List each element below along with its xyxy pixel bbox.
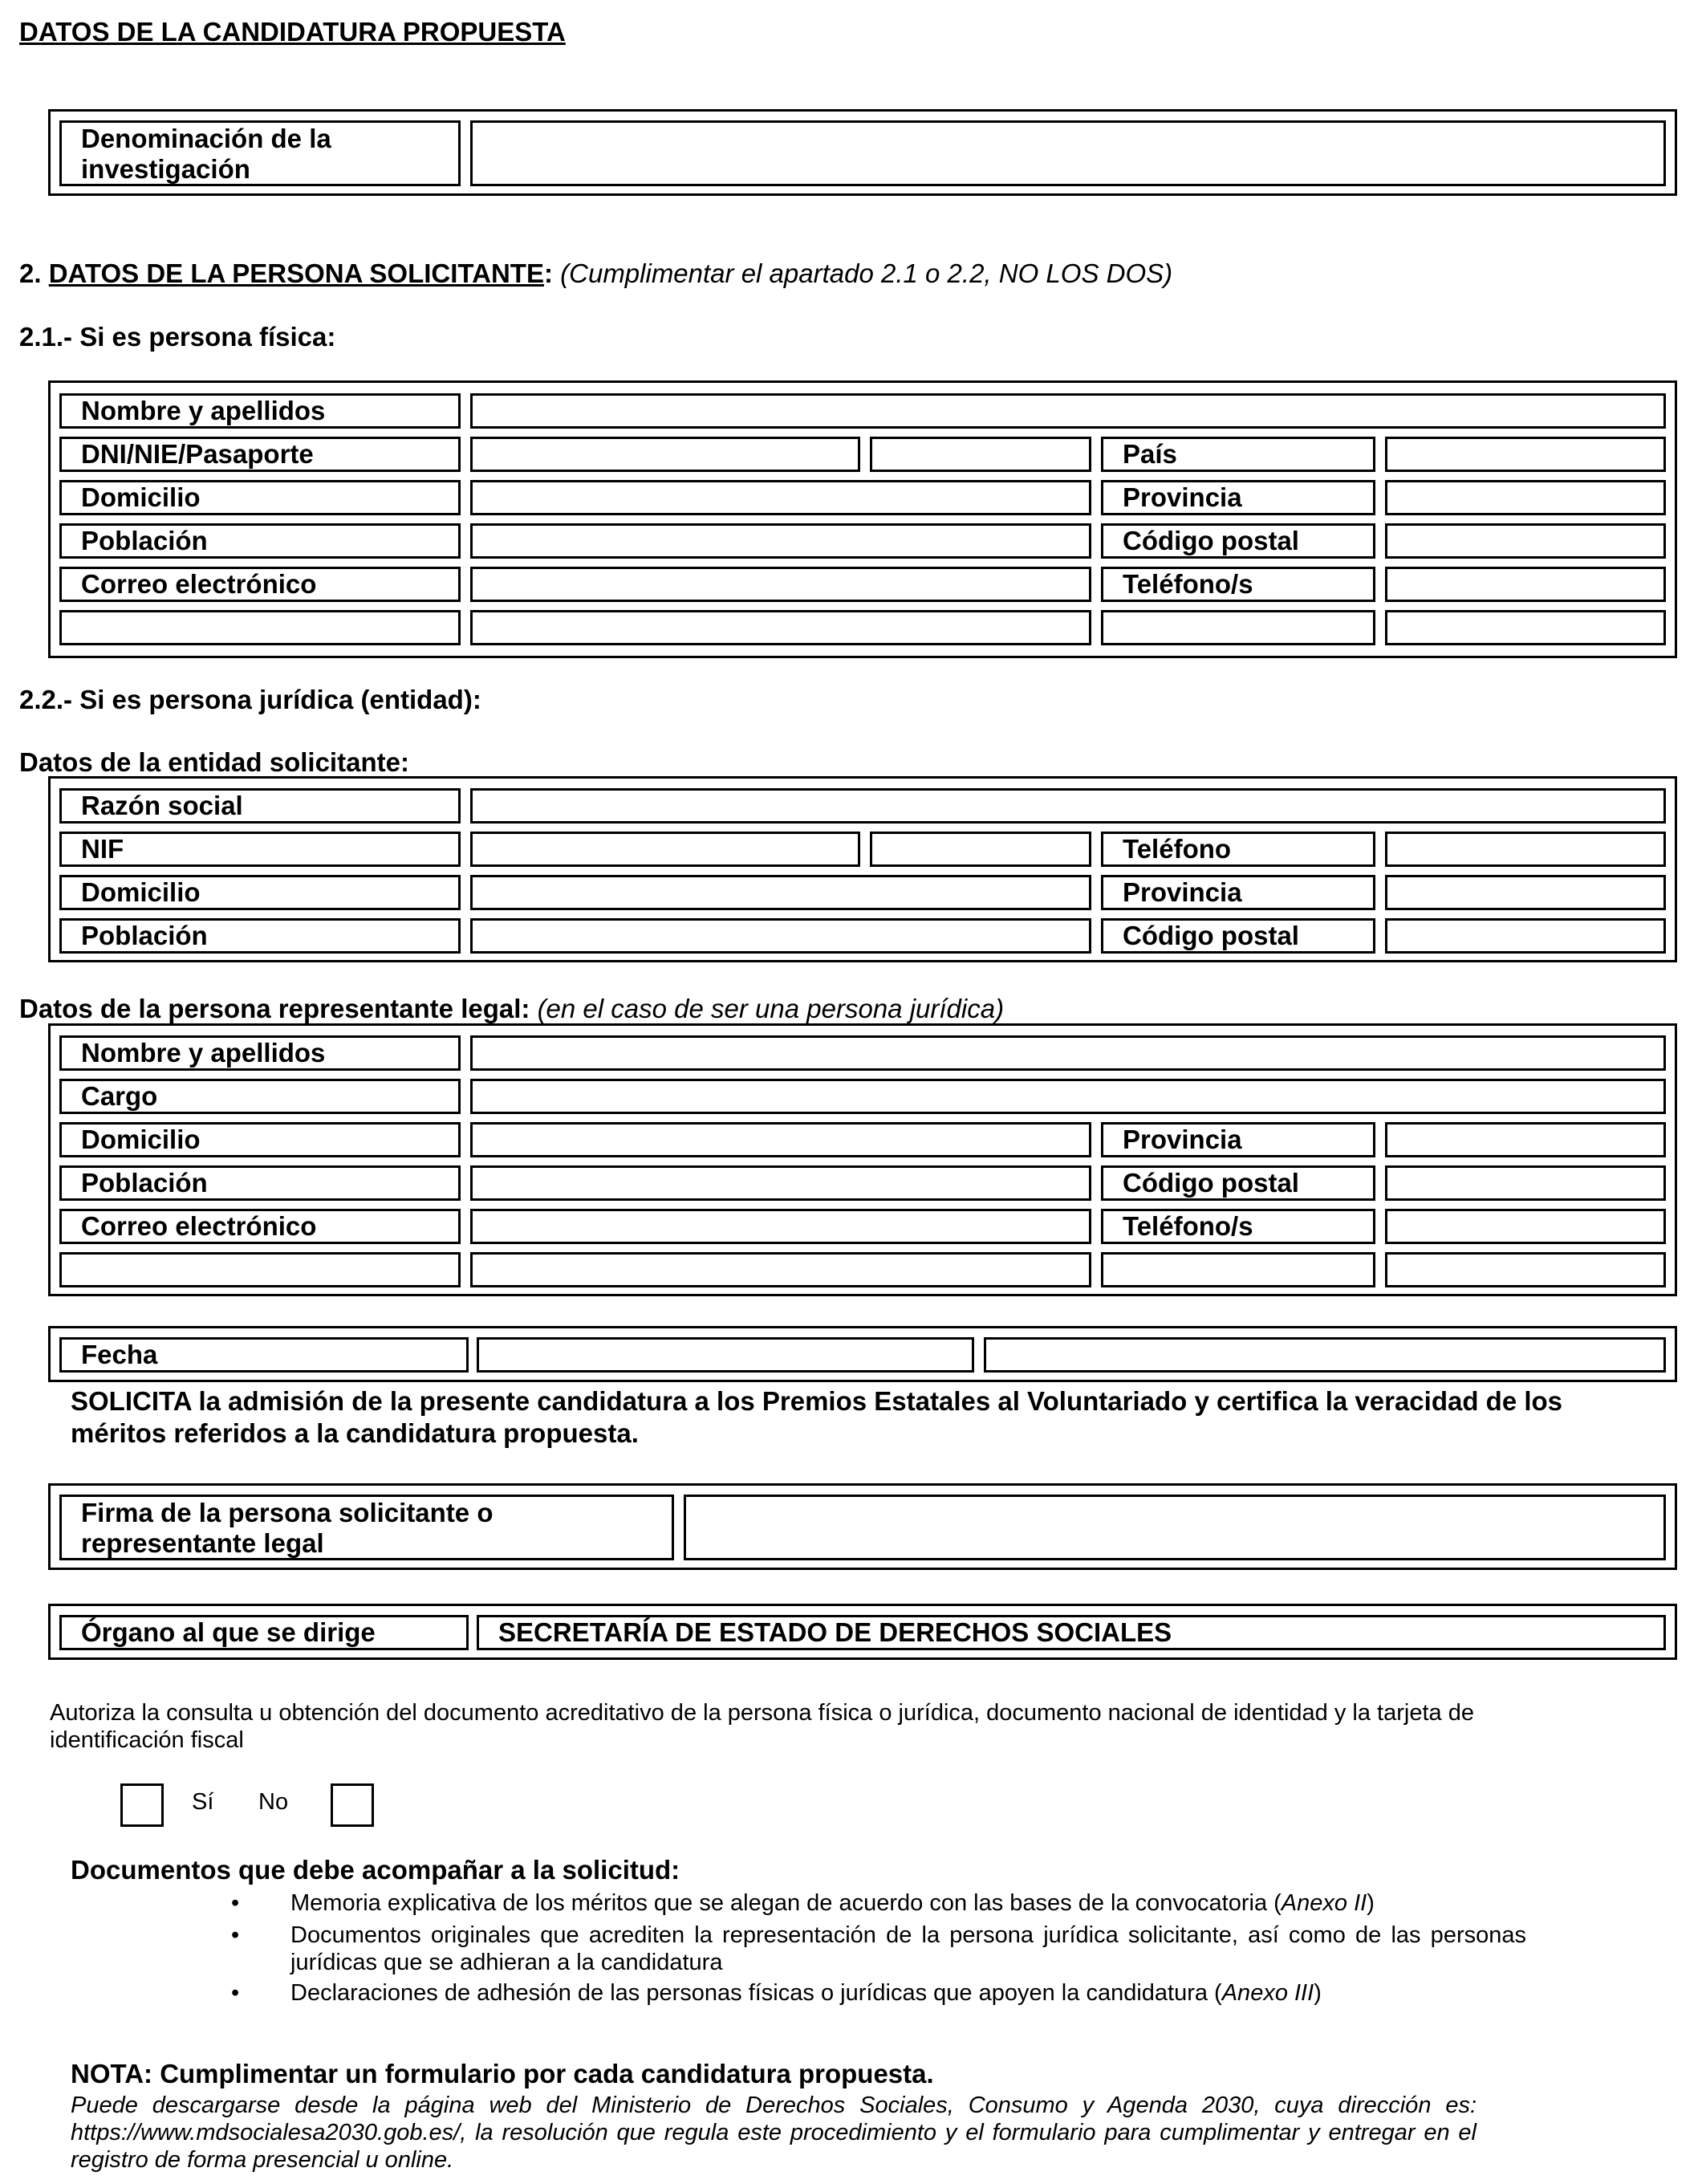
fisica-correo-input-2[interactable] [59, 610, 461, 645]
bullet-1: • [231, 1890, 240, 1916]
rep-correo-input-2[interactable] [59, 1252, 461, 1287]
rep-heading-title: Datos de la persona representante legal: [19, 994, 530, 1023]
fisica-correo-label: Correo electrónico [59, 567, 461, 602]
no-checkbox[interactable] [331, 1783, 374, 1827]
section2-note: (Cumplimentar el apartado 2.1 o 2.2, NO LOS DOS) [560, 258, 1173, 288]
rep-cargo-input[interactable] [470, 1079, 1666, 1114]
fisica-nombre-input[interactable] [470, 393, 1666, 429]
rep-provincia-input[interactable] [1385, 1122, 1666, 1157]
fisica-pais-label: País [1101, 437, 1375, 472]
fisica-provincia-label: Provincia [1101, 480, 1375, 515]
fisica-telefono-label: Teléfono/s [1101, 567, 1375, 602]
rep-correo-label: Correo electrónico [59, 1209, 461, 1244]
fisica-poblacion-label: Población [59, 523, 461, 559]
fisica-correo-input-3[interactable] [470, 610, 1091, 645]
entidad-domicilio-label: Domicilio [59, 875, 461, 910]
documento-item-end: ) [1314, 1980, 1322, 2006]
denominacion-input[interactable] [470, 120, 1666, 186]
fisica-cp-label: Código postal [1101, 523, 1375, 559]
documento-item-annex: Anexo III [1221, 1980, 1314, 2006]
entidad-poblacion-input[interactable] [470, 918, 1091, 954]
fisica-nombre-label: Nombre y apellidos [59, 393, 461, 429]
fisica-telefono-input-3[interactable] [1385, 610, 1666, 645]
entidad-telefono-input[interactable] [1385, 832, 1666, 867]
rep-provincia-label: Provincia [1101, 1122, 1375, 1157]
rep-cp-input[interactable] [1385, 1165, 1666, 1201]
solicita-text: SOLICITA la admisión de la presente candidatura a los Premios Estatales al Voluntariado y certifica la veracidad de los méritos referidos a la candidatura propuesta. [71, 1386, 1563, 1448]
no-label: No [258, 1789, 289, 1815]
documento-item-text: Memoria explicativa de los méritos que se alegan de acuerdo con las bases de la convocatoria ( [290, 1890, 1282, 1916]
entidad-cp-label: Código postal [1101, 918, 1375, 954]
rep-telefono-input-3[interactable] [1385, 1252, 1666, 1287]
rep-cp-label: Código postal [1101, 1165, 1375, 1201]
autoriza-text: Autoriza la consulta u obtención del documento acreditativo de la persona física o jurídica, documento nacional de identidad y la tarjeta de identificación fiscal [50, 1700, 1474, 1753]
fecha-input[interactable] [477, 1337, 974, 1373]
entidad-nif-input-2[interactable] [870, 832, 1091, 867]
section2-title: DATOS DE LA PERSONA SOLICITANTE [48, 258, 544, 288]
entidad-nif-input[interactable] [470, 832, 860, 867]
fisica-telefono-input[interactable] [1385, 567, 1666, 602]
fecha-label: Fecha [59, 1337, 469, 1373]
documento-item-text: Declaraciones de adhesión de las personas físicas o jurídicas que apoyen la candidatura ( [290, 1980, 1222, 2006]
rep-domicilio-input[interactable] [470, 1122, 1091, 1157]
rep-domicilio-label: Domicilio [59, 1122, 461, 1157]
nota-text: Puede descargarse desde la página web del Ministerio de Derechos Sociales, Consumo y Agenda 2030, cuya dirección es: https://www.mdsocialesa2030.gob.es/, la resolución que regula este procedimiento y el formulario para cumplimentar y entregar en el registro de forma presencial u online. [71, 2092, 1477, 2173]
rep-telefono-input-2[interactable] [1101, 1252, 1375, 1287]
rep-nombre-input[interactable] [470, 1035, 1666, 1071]
rep-correo-input-3[interactable] [470, 1252, 1091, 1287]
fisica-pais-input[interactable] [1385, 437, 1666, 472]
entidad-cp-input[interactable] [1385, 918, 1666, 954]
documento-item [290, 1979, 1526, 2007]
denominacion-label: Denominación de la investigación [59, 120, 461, 186]
entidad-provincia-label: Provincia [1101, 875, 1375, 910]
entidad-razon-label: Razón social [59, 788, 461, 824]
si-label: Sí [192, 1789, 214, 1815]
documento-item-annex: Anexo II [1281, 1890, 1367, 1916]
rep-telefono-label: Teléfono/s [1101, 1209, 1375, 1244]
fisica-telefono-input-2[interactable] [1101, 610, 1375, 645]
juridica-heading: 2.2.- Si es persona jurídica (entidad): [19, 685, 481, 714]
fisica-heading: 2.1.- Si es persona física: [19, 322, 336, 352]
documento-item [290, 1889, 1526, 1917]
fisica-poblacion-input[interactable] [470, 523, 1091, 559]
organo-value: SECRETARÍA DE ESTADO DE DERECHOS SOCIALES [477, 1615, 1666, 1650]
organo-label: Órgano al que se dirige [59, 1615, 469, 1650]
entidad-telefono-label: Teléfono [1101, 832, 1375, 867]
entidad-razon-input[interactable] [470, 788, 1666, 824]
entidad-poblacion-label: Población [59, 918, 461, 954]
nota-heading: NOTA: Cumplimentar un formulario por cada candidatura propuesta. [71, 2059, 934, 2088]
fisica-domicilio-input[interactable] [470, 480, 1091, 515]
documentos-heading: Documentos que debe acompañar a la solicitud: [71, 1855, 680, 1885]
rep-poblacion-label: Población [59, 1165, 461, 1201]
entidad-nif-label: NIF [59, 832, 461, 867]
fisica-provincia-input[interactable] [1385, 480, 1666, 515]
rep-poblacion-input[interactable] [470, 1165, 1091, 1201]
rep-correo-input[interactable] [470, 1209, 1091, 1244]
documento-item-end: ) [1367, 1890, 1375, 1916]
fisica-dni-input-2[interactable] [870, 437, 1091, 472]
fisica-correo-input[interactable] [470, 567, 1091, 602]
entidad-heading: Datos de la entidad solicitante: [19, 747, 409, 777]
si-checkbox[interactable] [120, 1783, 164, 1827]
fisica-dni-label: DNI/NIE/Pasaporte [59, 437, 461, 472]
rep-telefono-input[interactable] [1385, 1209, 1666, 1244]
entidad-domicilio-input[interactable] [470, 875, 1091, 910]
rep-cargo-label: Cargo [59, 1079, 461, 1114]
section-title-candidatura: DATOS DE LA CANDIDATURA PROPUESTA [19, 17, 566, 47]
bullet-2: • [231, 1922, 240, 1948]
section2-colon: : [543, 258, 553, 288]
rep-heading [19, 993, 1004, 1025]
section2-number: 2. [19, 258, 42, 288]
documento-item: Documentos originales que acrediten la representación de la persona jurídica solicitante, así como de las personas jurídicas que se adhieran a la candidatura [290, 1922, 1526, 1975]
rep-nombre-label: Nombre y apellidos [59, 1035, 461, 1071]
firma-label: Firma de la persona solicitante o representante legal [59, 1495, 674, 1560]
fisica-dni-input[interactable] [470, 437, 860, 472]
firma-input[interactable] [684, 1495, 1666, 1560]
fecha-input-2[interactable] [984, 1337, 1666, 1373]
section2-heading [19, 258, 1172, 290]
entidad-provincia-input[interactable] [1385, 875, 1666, 910]
rep-heading-note: (en el caso de ser una persona jurídica) [537, 994, 1005, 1023]
bullet-3: • [231, 1980, 240, 2006]
fisica-cp-input[interactable] [1385, 523, 1666, 559]
fisica-domicilio-label: Domicilio [59, 480, 461, 515]
